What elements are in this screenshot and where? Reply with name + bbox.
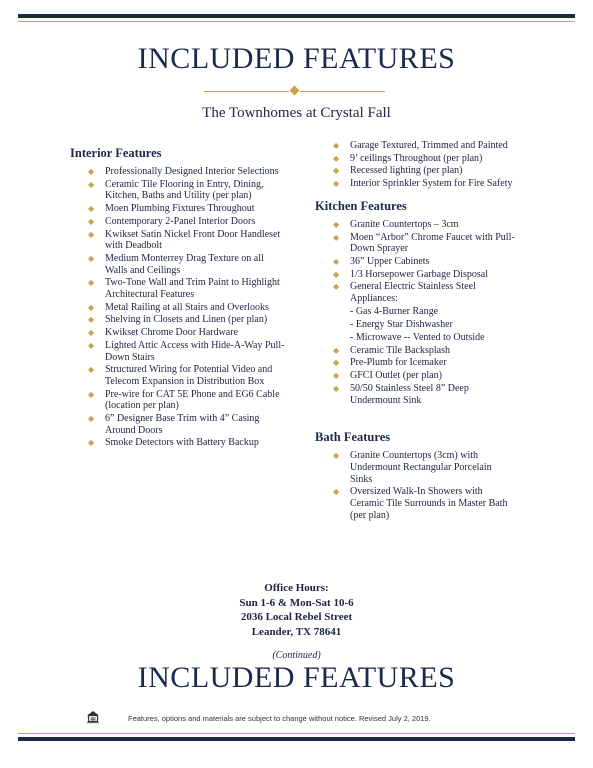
page-title: INCLUDED FEATURES — [137, 42, 456, 75]
equal-housing-icon — [86, 710, 100, 724]
bottom-border-thin — [18, 733, 575, 734]
right-column — [315, 140, 515, 522]
list-item: ◆ Smoke Detectors with Battery Backup — [88, 437, 259, 449]
interior-features-continued-list — [315, 140, 515, 190]
list-item: ◆ 50/50 Stainless Steel 8” Deep Undermount Sink — [333, 382, 469, 406]
list-item: ◆ GFCI Outlet (per plan) — [333, 370, 442, 382]
kitchen-features-list-2 — [315, 345, 515, 407]
diamond-bullet-icon: ◆ — [88, 414, 95, 424]
list-item: ◆ Oversized Walk-In Showers with Ceramic Tile Surrounds in Master Bath (per plan) — [333, 486, 508, 521]
list-item: ◆ Moen “Arbor” Chrome Faucet with Pull-Down Sprayer — [333, 231, 515, 255]
diamond-bullet-icon: ◆ — [88, 328, 95, 338]
list-item: ◆ Garage Textured, Trimmed and Painted — [333, 140, 508, 151]
list-item: - Gas 4-Burner Range — [350, 305, 439, 317]
list-item: ◆ Contemporary 2-Panel Interior Doors — [88, 215, 256, 227]
list-item: ◆ Shelving in Closets and Linen (per plan) — [88, 314, 268, 326]
interior-features-heading: Interior Features — [70, 146, 162, 160]
office-hours-times: Sun 1-6 & Mon-Sat 10-6 — [239, 596, 354, 609]
list-item: ◆ Ceramic Tile Backsplash — [333, 344, 450, 356]
list-item: ◆ Ceramic Tile Flooring in Entry, Dining, Kitchen, Baths and Utility (per plan) — [88, 178, 264, 202]
list-item: - Energy Star Dishwasher — [350, 318, 453, 330]
diamond-bullet-icon: ◆ — [88, 179, 95, 189]
title-divider-right — [300, 91, 385, 92]
list-item: ◆ Granite Countertops – 3cm — [333, 218, 459, 230]
list-item: ◆ 9’ ceilings Throughout (per plan) — [333, 152, 483, 164]
footer-title: INCLUDED FEATURES — [137, 661, 456, 694]
diamond-bullet-icon: ◆ — [333, 232, 340, 242]
diamond-bullet-icon: ◆ — [88, 438, 95, 448]
diamond-bullet-icon: ◆ — [88, 204, 95, 214]
list-item: - Microwave -- Vented to Outside — [350, 331, 485, 343]
diamond-bullet-icon: ◆ — [333, 451, 340, 461]
list-item: ◆ Kwikset Satin Nickel Front Door Handleset with Deadbolt — [88, 228, 281, 252]
list-item: ◆ Structured Wiring for Potential Video and Telecom Expansion in Distribution Box — [88, 364, 273, 387]
list-item: ◆ Lighted Attic Access with Hide-A-Way Pull-Down Stairs — [88, 339, 285, 363]
interior-features-list — [70, 166, 285, 449]
continued-label: (Continued) — [272, 650, 321, 661]
list-item: ◆ 6” Designer Base Trim with 4” Casing Around Doors — [88, 413, 260, 436]
list-item: ◆ Recessed lighting (per plan) — [333, 165, 463, 177]
list-item: ◆ General Electric Stainless Steel Appliances: — [333, 281, 476, 305]
kitchen-features-list — [315, 219, 515, 305]
disclaimer-text: Features, options and materials are subject to change without notice. Revised July 2, 2019. — [128, 714, 431, 723]
list-item: ◆ Pre-Plumb for Icemaker — [333, 357, 447, 369]
top-border-thin — [18, 21, 575, 22]
diamond-bullet-icon: ◆ — [333, 153, 340, 163]
list-item: ◆ 1/3 Horsepower Garbage Disposal — [333, 268, 489, 280]
list-item: ◆ 36” Upper Cabinets — [333, 255, 430, 267]
list-item: ◆ Two-Tone Wall and Trim Paint to Highlight Architectural Features — [88, 277, 280, 301]
top-border-thick — [18, 14, 575, 18]
left-column — [70, 146, 285, 450]
list-item: ◆ Metal Railing at all Stairs and Overlooks — [88, 301, 269, 313]
diamond-bullet-icon: ◆ — [333, 345, 340, 355]
office-hours-block — [0, 581, 593, 639]
title-divider-left — [204, 91, 289, 92]
list-item: ◆ Professionally Designed Interior Selections — [88, 166, 279, 177]
list-item: ◆ Moen Plumbing Fixtures Throughout — [88, 203, 255, 215]
list-item: ◆ Interior Sprinkler System for Fire Safety — [333, 178, 513, 190]
bath-features-list — [315, 450, 515, 521]
office-hours-label: Office Hours: — [264, 582, 329, 594]
office-city: Leander, TX 78641 — [251, 625, 342, 638]
diamond-bullet-icon: ◆ — [88, 302, 95, 312]
diamond-bullet-icon: ◆ — [88, 389, 95, 399]
diamond-bullet-icon: ◆ — [333, 383, 340, 393]
diamond-bullet-icon: ◆ — [333, 166, 340, 176]
diamond-bullet-icon: ◆ — [333, 371, 340, 381]
diamond-bullet-icon: ◆ — [88, 229, 95, 239]
divider-diamond-icon — [290, 86, 300, 96]
diamond-bullet-icon: ◆ — [333, 487, 340, 497]
diamond-bullet-icon: ◆ — [333, 141, 340, 150]
office-street-address: 2036 Local Rebel Street — [240, 611, 353, 623]
list-item: ◆ Medium Monterrey Drag Texture on all Walls and Ceilings — [88, 252, 264, 276]
list-item: ◆ Pre-wire for CAT 5E Phone and EG6 Cable (location per plan) — [88, 388, 280, 412]
diamond-bullet-icon: ◆ — [333, 269, 340, 279]
bottom-border-thick — [18, 737, 575, 741]
diamond-bullet-icon: ◆ — [333, 282, 340, 292]
diamond-bullet-icon: ◆ — [88, 340, 95, 350]
community-subtitle: The Townhomes at Crystal Fall — [202, 105, 391, 121]
list-item: ◆ Kwikset Chrome Door Hardware — [88, 327, 239, 339]
bath-features-heading: Bath Features — [315, 430, 391, 445]
diamond-bullet-icon: ◆ — [333, 256, 340, 266]
kitchen-features-heading: Kitchen Features — [315, 198, 407, 213]
appliances-list — [315, 306, 515, 344]
diamond-bullet-icon: ◆ — [88, 315, 95, 325]
diamond-bullet-icon: ◆ — [88, 216, 95, 226]
diamond-bullet-icon: ◆ — [88, 253, 95, 263]
diamond-bullet-icon: ◆ — [333, 219, 340, 229]
diamond-bullet-icon: ◆ — [333, 179, 340, 189]
diamond-bullet-icon: ◆ — [333, 358, 340, 368]
diamond-bullet-icon: ◆ — [88, 167, 95, 176]
diamond-bullet-icon: ◆ — [88, 365, 95, 375]
list-item: ◆ Granite Countertops (3cm) with Undermount Rectangular Porcelain Sinks — [333, 450, 492, 485]
diamond-bullet-icon: ◆ — [88, 278, 95, 288]
